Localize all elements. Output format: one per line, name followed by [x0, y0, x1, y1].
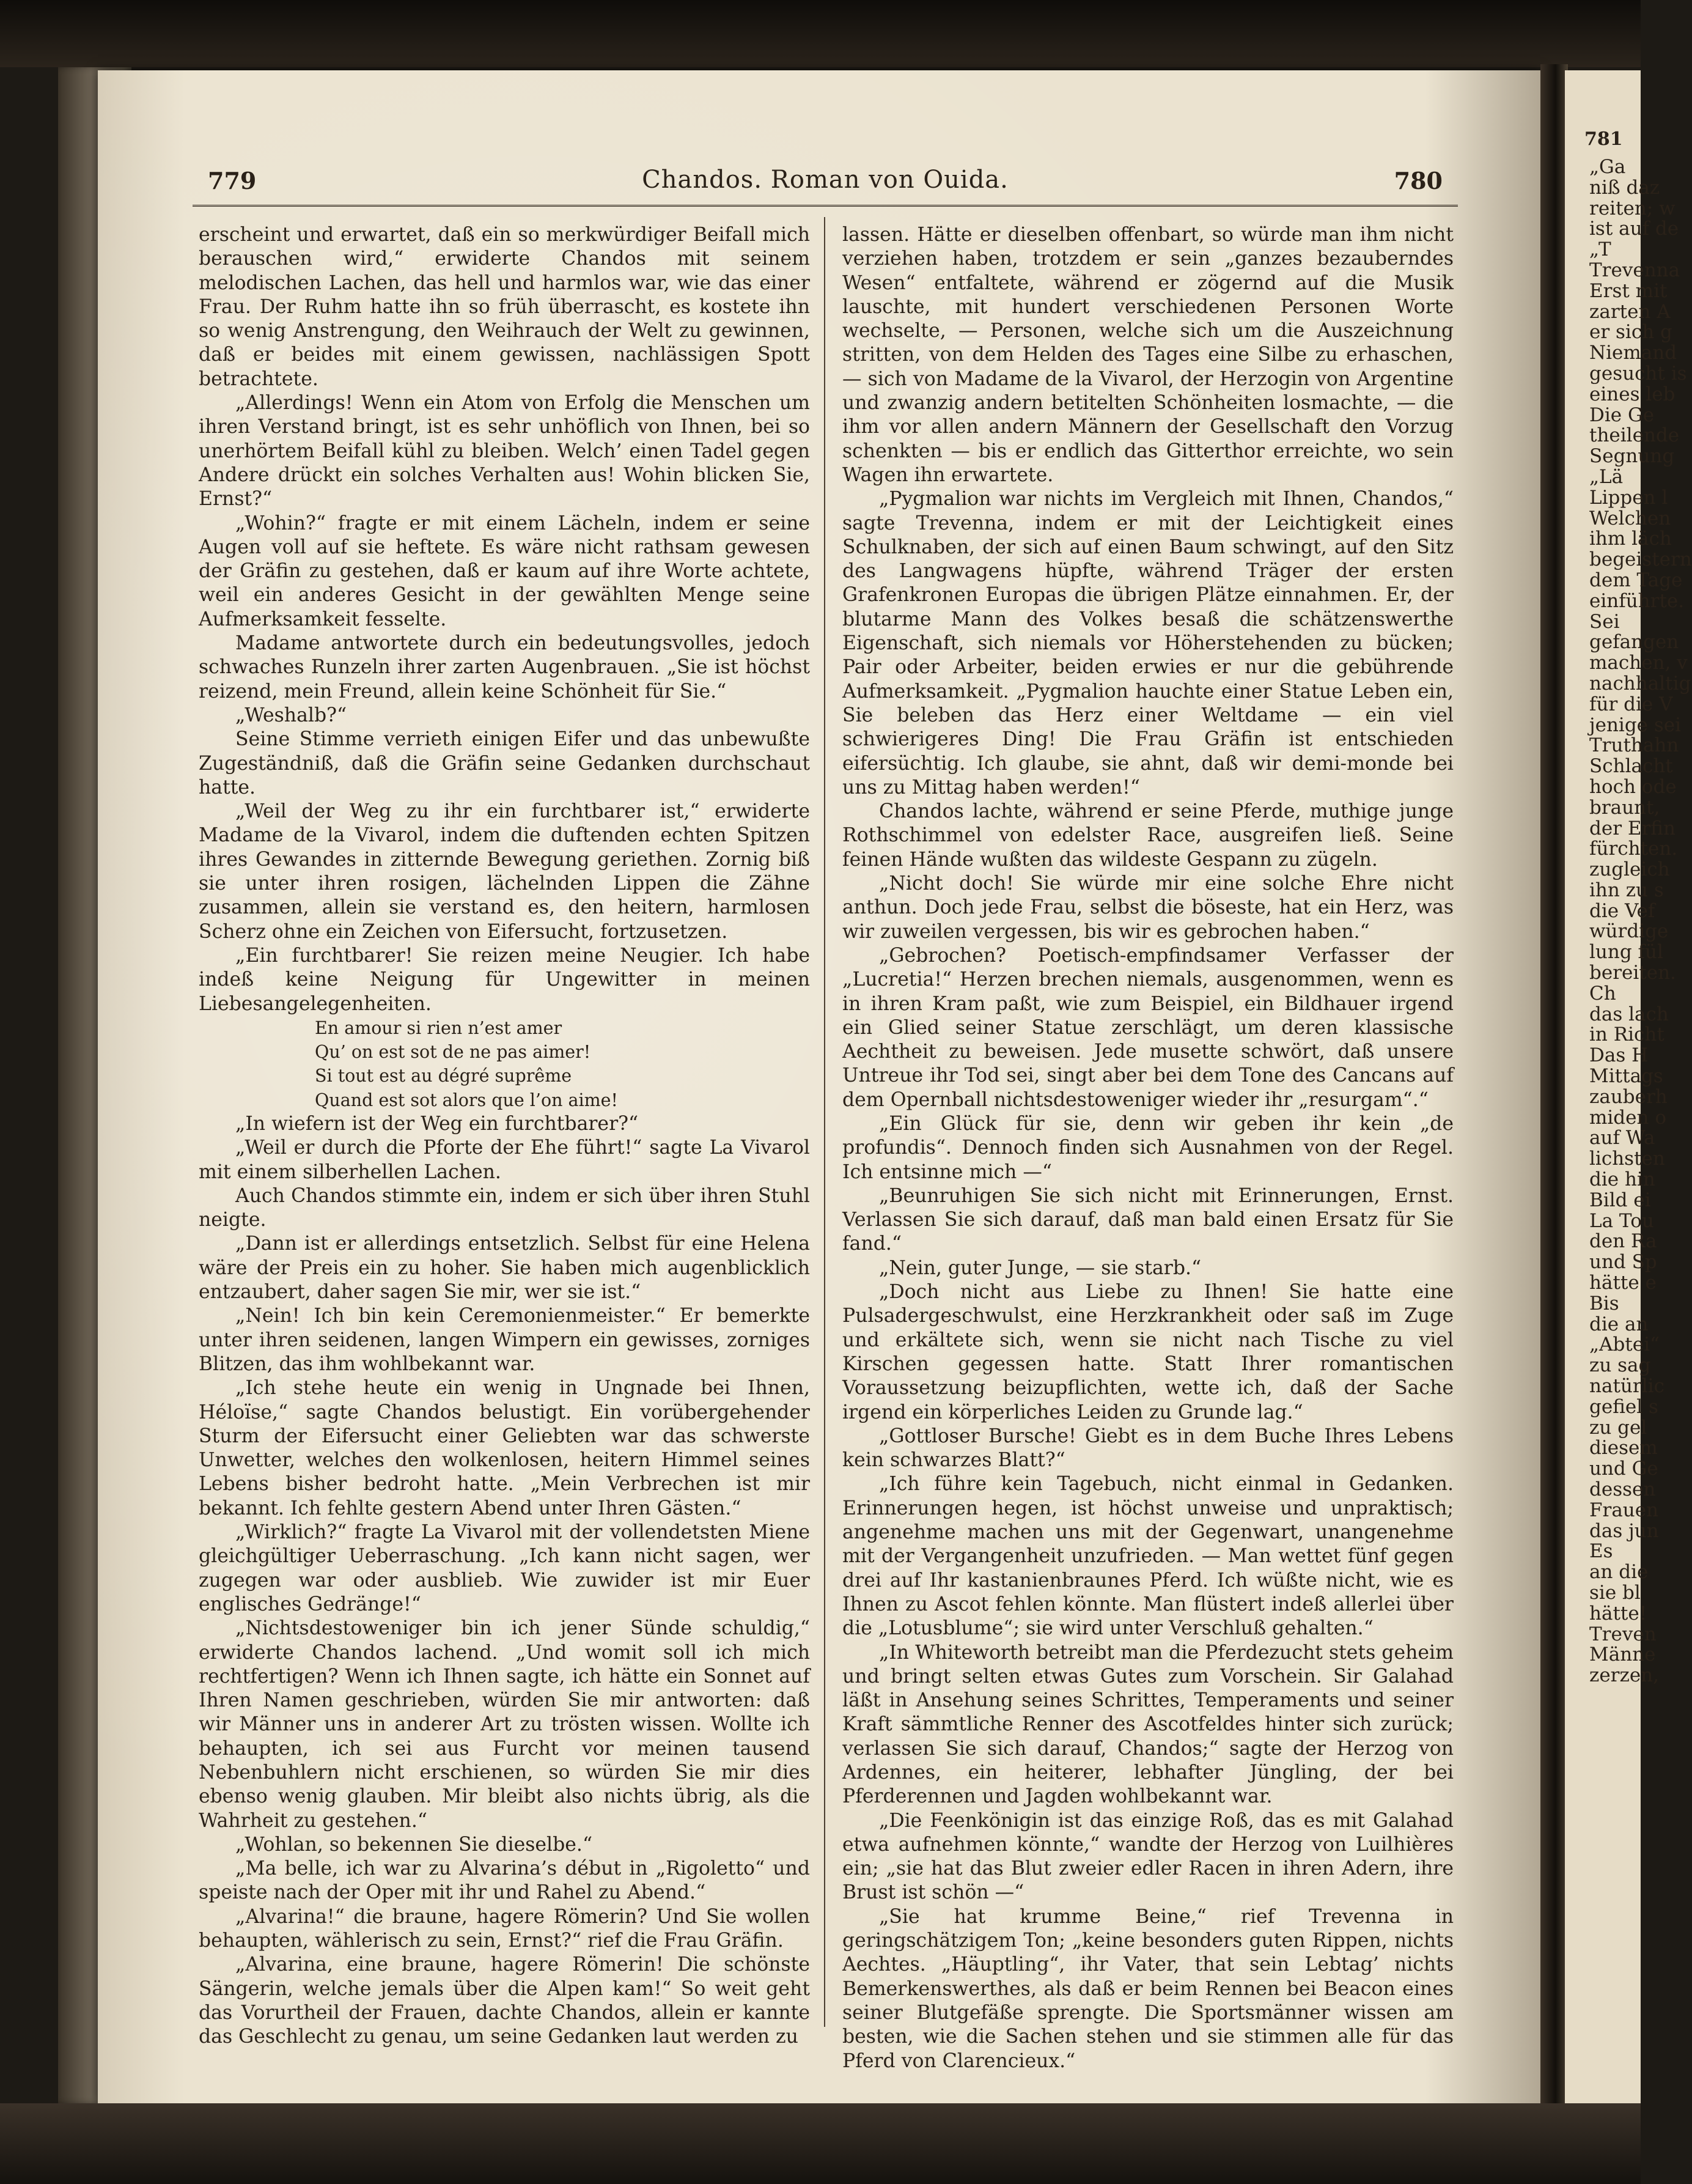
paragraph: „Die Feenkönigin ist das einzige Roß, das es mit Galahad etwa aufnehmen könnte,“ wandte der Herzog von Luilhières ein; „sie hat das Blut zweier edler Racen in ihren Adern, ihre Brust ist schön —“: [842, 1809, 1454, 1904]
paragraph: „Wohin?“ fragte er mit einem Lächeln, indem er seine Augen voll auf sie heftete. Es wäre nicht rathsam gewesen der Gräfin zu gestehen, daß er kaum auf ihre Worte achtete, weil ein anderes Gesicht in der gewählten Menge seine Aufmerksamkeit fesselte.: [199, 512, 810, 630]
next-page-line-fragment: zugleich: [1589, 858, 1670, 881]
paragraph: „Weil der Weg zu ihr ein furchtbarer ist,“ erwiderte Madame de la Vivarol, indem die duftenden echten Spitzen ihres Gewandes in zitternde Bewegung geriethen. Zornig biß sie unter ihren rosigen, lächelnden Lippen die Zähne zusammen, allein sie verstand es, den heitern, harmlosen Scherz ohne ein Zeichen von Eifersucht, fortzusetzen.: [199, 800, 810, 943]
next-page-line-fragment: Bis: [1589, 1292, 1619, 1315]
next-page-line-fragment: fürchten.: [1589, 838, 1678, 860]
paragraph: „Alvarina, eine braune, hagere Römerin! Die schönste Sängerin, welche jemals über die Alpen kam!“ So weit geht das Vorurtheil der Frauen, dachte Chandos, allein er kannte das Geschlecht zu genau, um seine Gedanken laut werden zu: [199, 1953, 810, 2048]
verse-line: Quand est sot alors que l’on aime!: [315, 1090, 618, 1110]
paragraph: „Nichtsdestoweniger bin ich jener Sünde schuldig,“ erwiderte Chandos lachend. „Und womit soll ich mich rechtfertigen? Wenn ich Ihnen sagte, ich hätte ein Sonnet auf Ihren Namen geschrieben, würden Sie mir antworten: daß wir Männer uns in anderer Art zu trösten wissen. Wollte ich behaupten, ich sei aus Furcht vor meinen tausend Nebenbuhlern nicht erschienen, so würden Sie mir dies ebenso wenig glauben. Mir bleibt also nichts übrig, als die Wahrheit zu gestehen.“: [199, 1617, 810, 1832]
next-page-line-fragment: Truthahn: [1589, 734, 1679, 757]
paragraph: Madame antwortete durch ein bedeutungsvolles, jedoch schwaches Runzeln ihrer zarten Augenbrauen. „Sie ist höchst reizend, mein Freund, allein keine Schönheit für Sie.“: [199, 632, 810, 703]
next-page-line-fragment: Das H: [1589, 1044, 1649, 1067]
paragraph: „Wirklich?“ fragte La Vivarol mit der vollendetsten Miene gleichgültiger Ueberraschung. „Ich kann nicht sagen, wer zugegen war oder ausblieb. Wie zuwider ist mir Euer englisches Gedränge!“: [199, 1521, 810, 1615]
next-page-line-fragment: Niemand: [1589, 342, 1677, 364]
paragraph: Auch Chandos stimmte ein, indem er sich über ihren Stuhl neigte.: [199, 1184, 810, 1231]
next-page-line-fragment: reiten; w: [1589, 197, 1675, 220]
paragraph: „In wiefern ist der Weg ein furchtbarer?“: [235, 1112, 639, 1135]
next-page-line-fragment: La Tou: [1589, 1209, 1654, 1232]
next-page-line-fragment: die hin: [1589, 1168, 1655, 1191]
next-page-line-fragment: zerzen,: [1589, 1664, 1659, 1687]
paragraph: „Ma belle, ich war zu Alvarina’s début in „Rigoletto“ und speiste nach der Oper mit ihr und Rahel zu Abend.“: [199, 1858, 810, 1904]
paragraph: „Alvarina!“ die braune, hagere Römerin? Und Sie wollen behaupten, wählerisch zu sein, Ernst?“ rief die Frau Gräfin.: [199, 1905, 810, 1952]
next-page-line-fragment: gesucht is: [1589, 362, 1687, 385]
next-page-line-fragment: zu gel: [1589, 1416, 1647, 1439]
paragraph: „Nein, guter Junge, — sie starb.“: [879, 1256, 1202, 1279]
next-page-line-fragment: niß daz: [1589, 176, 1660, 199]
paragraph: Chandos lachte, während er seine Pferde, muthige junge Rothschimmel von edelster Race, ausgreifen ließ. Seine feinen Hände wußten das wildeste Gespann zu zügeln.: [842, 800, 1454, 871]
column-rule: [824, 217, 825, 2027]
next-page-line-fragment: und Ge: [1589, 1458, 1658, 1480]
verse-line: Si tout est au dégré suprême: [315, 1066, 572, 1086]
next-page-line-fragment: ihm läch: [1589, 528, 1672, 550]
paragraph: „Sie hat krumme Beine,“ rief Trevenna in geringschätzigem Ton; „keine besonders guten Rippen, nichts Aechtes. „Häuptling“, ihr Vater, that sein Lebtag’ nichts Bemerkenswerthes, als daß er beim Rennen bei Beacon eines seiner Blutgefäße sprengte. Die Sportsmänner wissen am besten, wie die Sachen stehen und sie stimmen alle für das Pferd von Clarencieux.“: [842, 1905, 1454, 2072]
running-title: Chandos. Roman von Ouida.: [642, 166, 1009, 194]
next-page-line-fragment: ihn zu s: [1589, 879, 1664, 901]
next-page-line-fragment: Die Ge: [1589, 404, 1655, 426]
next-page-fragments: [1565, 156, 1692, 1687]
next-page-line-fragment: nachhaltig: [1589, 672, 1691, 695]
verse-line: En amour si rien n’est amer: [315, 1017, 562, 1038]
paragraph: „Doch nicht aus Liebe zu Ihnen! Sie hatte eine Pulsadergeschwulst, eine Herzkrankheit oder saß im Zuge und erkältete sich, wenn sie nicht nach Tische zu viel Kirschen gegessen hatte. Statt Ihrer romantischen Voraussetzung beizupflichten, wette ich, daß der Sache irgend ein körperliches Leiden zu Grunde lag.“: [842, 1281, 1454, 1423]
paragraph: „Dann ist er allerdings entsetzlich. Selbst für eine Helena wäre der Preis ein zu hoher. Sie haben mich augenblicklich entzaubert, daher sagen Sie mir, wer sie ist.“: [199, 1233, 810, 1304]
next-page-line-fragment: Mittags: [1589, 1065, 1663, 1088]
next-page-line-fragment: lichsten: [1589, 1148, 1665, 1170]
next-page-line-fragment: die an: [1589, 1313, 1649, 1335]
next-page-line-fragment: einführte.: [1589, 589, 1685, 612]
next-page-line-fragment: miden o: [1589, 1106, 1666, 1129]
next-page-line-fragment: an die: [1589, 1561, 1649, 1584]
right-page-number: 780: [1394, 167, 1443, 194]
next-page-line-fragment: für die V: [1589, 693, 1673, 715]
paragraph: „Ein furchtbarer! Sie reizen meine Neugier. Ich habe indeß keine Neigung für Ungewitter in meinen Liebesangelegenheiten.: [199, 944, 810, 1015]
next-page-line-fragment: bereiten.: [1589, 962, 1676, 984]
next-page-line-fragment: den Ra: [1589, 1230, 1657, 1253]
paragraph: „Ich stehe heute ein wenig in Ungnade bei Ihnen, Héloïse,“ sagte Chandos belustigt. Ein vorübergehender Sturm der Eifersucht einer Geliebten war das schwerste Unwetter, welches den wolkenlosen, heitern Himmel seines Lebens bisher bedroht hatte. „Mein Verbrechen ist mir bekannt. Ich fehlte gestern Abend unter Ihren Gästen.“: [199, 1377, 810, 1519]
paragraph: „Gebrochen? Poetisch-empfindsamer Verfasser der „Lucretia!“ Herzen brechen niemals, ausgenommen, wenn es in ihren Kram paßt, wie zum Beispiel, ein Bildhauer irgend ein Glied seiner Statue zerschlägt, um deren klassische Aechtheit zu beweisen. Jede musette schwört, daß unsere Untreue ihr Tod sei, singt aber bei dem Tone des Cancans auf dem Opernball nichtsdestoweniger wieder ihr „resurgam“.“: [842, 944, 1454, 1111]
next-page-line-fragment: Trevenna: [1589, 259, 1680, 281]
next-page-line-fragment: der Erfin: [1589, 817, 1675, 839]
next-page-line-fragment: diesem: [1589, 1437, 1658, 1459]
next-page-line-fragment: dem Tage: [1589, 569, 1683, 591]
next-page-line-fragment: Schlacht: [1589, 755, 1673, 778]
next-page-line-fragment: Erst mit: [1589, 279, 1668, 302]
paragraph: „Gottloser Bursche! Giebt es in dem Buche Ihres Lebens kein schwarzes Blatt?“: [842, 1425, 1454, 1472]
next-page-line-fragment: ist auf de: [1589, 218, 1679, 240]
next-page-partial: [1565, 70, 1692, 2106]
page-gutter: [1540, 64, 1568, 2125]
next-page-line-fragment: würdige: [1589, 920, 1669, 943]
next-page-line-fragment: Welchen: [1589, 507, 1671, 529]
next-page-line-fragment: hoch ode: [1589, 775, 1677, 798]
book-bottom-edge: [0, 2103, 1641, 2184]
paragraph: „Nein! Ich bin kein Ceremonienmeister.“ Er bemerkte unter ihren seidenen, langen Wimpern ein gewisses, zorniges Blitzen, das ihm wohlbekannt war.: [199, 1305, 810, 1375]
next-page-line-fragment: jenige sei: [1589, 714, 1682, 736]
paragraph: Seine Stimme verrieth einigen Eifer und das unbewußte Zugeständniß, daß die Gräfin seine Gedanken durchschaut hatte.: [199, 728, 810, 799]
next-page-line-fragment: braunt,: [1589, 796, 1660, 819]
next-page-line-fragment: lung fül: [1589, 941, 1663, 964]
next-page-number: 781: [1584, 128, 1623, 150]
next-page-line-fragment: dessen: [1589, 1478, 1656, 1500]
paragraph: „Allerdings! Wenn ein Atom von Erfolg die Menschen um ihren Verstand bringt, ist es sehr unhöflich von Ihnen, bei so unerhörtem Beifall kühl zu bleiben. Welch’ einen Tadel gegen Andere drückt ein solches Verhalten aus! Wohin blicken Sie, Ernst?“: [199, 392, 810, 511]
page-header: [202, 162, 1449, 205]
next-page-line-fragment: Männe: [1589, 1644, 1656, 1666]
book-top-edge: [0, 0, 1641, 67]
next-page-line-fragment: natürlic: [1589, 1375, 1664, 1398]
paragraph: „Ein Glück für sie, denn wir geben ihr kein „de profundis“. Dennoch finden sich Ausnahmen von der Regel. Ich entsinne mich —“: [842, 1112, 1454, 1183]
next-page-line-fragment: hätte!: [1589, 1602, 1647, 1625]
left-page-number: 779: [208, 167, 257, 194]
next-page-line-fragment: das lach: [1589, 1003, 1669, 1025]
paragraph: „Weshalb?“: [235, 704, 347, 726]
paragraph: lassen. Hätte er dieselben offenbart, so würde man ihm nicht verziehen haben, trotzdem er sein „ganzes bezauberndes Wesen“ entfaltete, während er zögernd auf die Musik lauschte, mit hundert verschiedenen Personen Worte wechselte, — Personen, welche sich um die Auszeichnung stritten, von dem Helden des Tages eine Silbe zu erhaschen, — sich von Madame de la Vivarol, der Herzogin von Argentine und zwanzig andern betitelten Schönheiten losmachte, — die ihm vor allen andern Männern der Gesellschaft den Vorzug schenkten — bis er endlich das Gitterthor erreichte, wo sein Wagen ihn erwartete.: [842, 224, 1454, 486]
next-page-line-fragment: „T: [1589, 238, 1611, 261]
next-page-line-fragment: Segnung: [1589, 445, 1675, 468]
paragraph: „Beunruhigen Sie sich nicht mit Erinnerungen, Ernst. Verlassen Sie sich darauf, daß man bald einen Ersatz für Sie fand.“: [842, 1184, 1454, 1255]
next-page-line-fragment: sie bl: [1589, 1581, 1641, 1604]
next-page-line-fragment: „Abtei“: [1589, 1334, 1660, 1356]
next-page-line-fragment: Sei: [1589, 610, 1620, 633]
paragraph: „Nicht doch! Sie würde mir eine solche Ehre nicht anthun. Doch jede Frau, selbst die böseste, hat ein Herz, was wir zuweilen vergessen, bis wir es gebrochen haben.“: [842, 872, 1454, 943]
paragraph: „In Whiteworth betreibt man die Pferdezucht stets geheim und bringt selten etwas Gutes zum Vorschein. Sir Galahad läßt in Ansehung seines Schrittes, Temperaments und seiner Kraft sämmtliche Renner des Ascotfeldes hinter sich zurück; verlassen Sie sich darauf, Chandos;“ sagte der Herzog von Ardennes, ein heiterer, lebhafter Jüngling, der bei Pferderennen und Jagden wohlbekannt war.: [842, 1641, 1454, 1808]
paragraph: „Ich führe kein Tagebuch, nicht einmal in Gedanken. Erinnerungen hegen, ist höchst unweise und unpraktisch; angenehme machen uns mit der Gegenwart, unangenehme mit der Vergangenheit unzufrieden. — Man wettet fünf gegen drei auf Ihr kastanienbraunes Pferd. Ich wüßte nicht, wie es Ihnen zu Ascot fehlen könnte. Man flüstert indeß allerlei über die „Lotusblume“; sie wird unter Verschluß gehalten.“: [842, 1473, 1454, 1640]
left-column: [199, 223, 810, 2048]
next-page-line-fragment: eines leb: [1589, 383, 1675, 405]
verse-line: Qu’ on est sot de ne pas aimer!: [315, 1042, 591, 1063]
next-page-line-fragment: Treven: [1589, 1623, 1657, 1645]
next-page-line-fragment: Bild ei: [1589, 1189, 1651, 1211]
next-page-line-fragment: begeistern: [1589, 548, 1692, 571]
next-page-line-fragment: „Ga: [1589, 156, 1626, 178]
next-page-line-fragment: die Vef: [1589, 899, 1655, 922]
next-page-line-fragment: zauberh: [1589, 1085, 1668, 1108]
paragraph: „Weil er durch die Pforte der Ehe führt!“ sagte La Vivarol mit einem silberhellen Lachen.: [199, 1137, 810, 1183]
next-page-line-fragment: zarten A: [1589, 300, 1671, 323]
right-column: [842, 223, 1454, 2072]
next-page-line-fragment: zu sag: [1589, 1354, 1651, 1377]
paragraph: „Wohlan, so bekennen Sie dieselbe.“: [235, 1833, 593, 1856]
next-page-line-fragment: Lippen l: [1589, 486, 1668, 509]
next-page-line-fragment: auf Wa: [1589, 1127, 1655, 1149]
next-page-line-fragment: in Richt: [1589, 1024, 1664, 1046]
next-page-line-fragment: hätte e: [1589, 1272, 1657, 1294]
next-page-line-fragment: gefangen: [1589, 631, 1679, 654]
paragraph: „Pygmalion war nichts im Vergleich mit Ihnen, Chandos,“ sagte Trevenna, indem er mit der Leichtigkeit eines Schulknaben, der sich auf einen Baum schwingt, auf den Sitz des Langwagens hüpfte, während Träger der ersten Grafenkronen Europas die übrigen Plätze einnahmen. Er, der blutarme Mann des Volkes besaß die schätzenswerthe Eigenschaft, sich niemals vor Höherstehenden zu bücken; Pair oder Arbeiter, beiden erwies er nur die gebührende Aufmerksamkeit. „Pygmalion hauchte einer Statue Leben ein, Sie beleben das Herz einer Weltdame — ein viel schwierigeres Ding! Die Frau Gräfin ist entschieden eifersüchtig. Ich glaube, sie ahnt, daß wir demi-monde bei uns zu Mittag haben werden!“: [842, 488, 1454, 799]
next-page-line-fragment: machen, v: [1589, 652, 1688, 674]
next-page-line-fragment: Frauen: [1589, 1499, 1659, 1521]
next-page-line-fragment: Ch: [1589, 982, 1616, 1005]
next-page-line-fragment: und Sp: [1589, 1251, 1657, 1274]
next-page-line-fragment: Es: [1589, 1540, 1613, 1563]
next-page-line-fragment: er sich g: [1589, 321, 1672, 344]
next-page-line-fragment: gefiel s: [1589, 1395, 1658, 1418]
next-page-line-fragment: theilende: [1589, 424, 1680, 447]
header-rule: [193, 205, 1458, 207]
next-page-line-fragment: „Lä: [1589, 465, 1624, 488]
next-page-line-fragment: das jun: [1589, 1519, 1659, 1542]
paragraph: erscheint und erwartet, daß ein so merkwürdiger Beifall mich berauschen wird,“ erwiderte Chandos mit seinem melodischen Lachen, das hell und harmlos war, wie das einer Frau. Der Ruhm hatte ihn so früh überrascht, es kostete ihn so wenig Anstrengung, den Weihrauch der Welt zu gewinnen, daß er beides mit einem gewissen, nachlässigen Spott betrachtete.: [199, 224, 810, 390]
